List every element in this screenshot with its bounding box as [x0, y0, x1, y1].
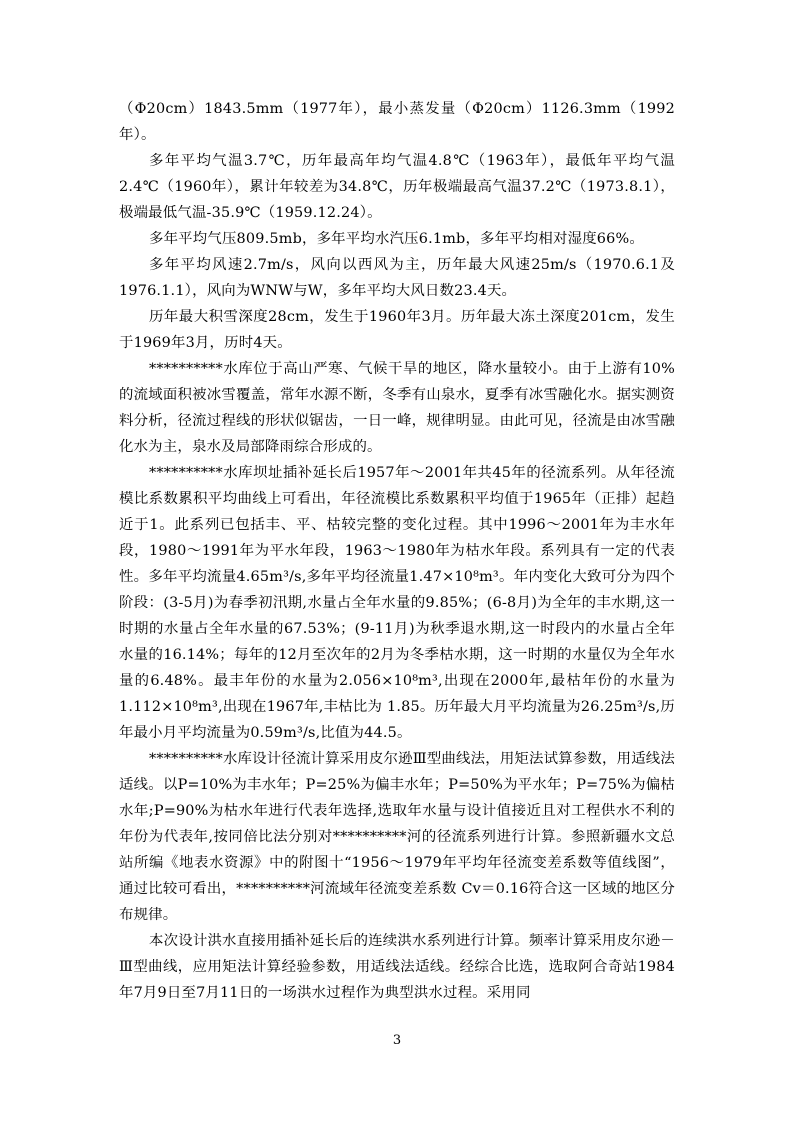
paragraph-snow-frost: 历年最大积雪深度28cm，发生于1960年3月。历年最大冻土深度201cm，发生于1969年3月，历时4天。 — [119, 309, 675, 351]
paragraph-wind: 多年平均风速2.7m/s，风向以西风为主，历年最大风速25m/s（1970.6.1及1976.1.1），风向为WNW与W，多年平均大风日数23.4天。 — [119, 257, 675, 299]
paragraph-runoff-series: **********水库坝址插补延长后1957年～2001年共45年的径流系列。从年径流模比系数累积平均曲线上可看出，年径流模比系数累积平均值于1965年（正排）起趋近于1。此系列已包括丰、平、枯较完整的变化过程。其中1996～2001年为丰水年段，1980～1991年为平水年段，1963～1980年为枯水年段。系列具有一定的代表性。多年平均流量4.65m³/s,多年平均径流量1.47×10⁸m³。年内变化大致可分为四个阶段：(3-5月)为春季初汛期,水量占全年水量的9.85%；(6-8月)为全年的丰水期,这一时期的水量占全年水量的67.53%；(9-11月)为秋季退水期,这一时段内的水量占全年水量的16.14%；每年的12月至次年的2月为冬季枯水期，这一时期的水量仅为全年水量的6.48%。最丰年份的水量为2.056×10⁸m³,出现在2000年,最枯年份的水量为1.112×10⁸m³,出现在1967年,丰枯比为 1.85。历年最大月平均流量为26.25m³/s,历年最小月平均流量为0.59m³/s,比值为44.5。 — [119, 465, 675, 741]
paragraph-air-pressure: 多年平均气压809.5mb，多年平均水汽压6.1mb，多年平均相对湿度66%。 — [149, 231, 644, 247]
paragraph-temperature: 多年平均气温3.7℃，历年最高年均气温4.8℃（1963年），最低年平均气温2.4℃（1960年），累计年较差为34.8℃，历年极端最高气温37.2℃（1973.8.1），极端最低气温-35.9℃（1959.12.24）。 — [119, 153, 675, 221]
paragraph-evaporation-continued: （Φ20cm）1843.5mm（1977年），最小蒸发量（Φ20cm）1126.3mm（1992年）。 — [119, 101, 675, 143]
paragraph-design-flood: 本次设计洪水直接用插补延长后的连续洪水系列进行计算。频率计算采用皮尔逊－Ⅲ型曲线，应用矩法计算经验参数，用适线法适线。经综合比选，选取阿合奇站1984年7月9日至7月11日的一场洪水过程作为典型洪水过程。采用同 — [119, 933, 675, 1001]
paragraph-design-runoff: **********水库设计径流计算采用皮尔逊Ⅲ型曲线法，用矩法试算参数，用适线法适线。以P=10%为丰水年；P=25%为偏丰水年；P=50%为平水年；P=75%为偏枯水年;P=90%为枯水年进行代表年选择,选取年水量与设计值接近且对工程供水不利的年份为代表年,按同倍比法分别对**********河的径流系列进行计算。参照新疆水文总站所编《地表水资源》中的附图十“1956～1979年平均年径流变差系数等值线图”，通过比较可看出，**********河流域年径流变差系数 Cv＝0.16符合这一区域的地区分布规律。 — [119, 751, 675, 923]
document-body — [119, 96, 675, 1006]
page-number: 3 — [392, 1033, 402, 1048]
paragraph-runoff-formation: **********水库位于高山严寒、气候干旱的地区，降水量较小。由于上游有10%的流域面积被冰雪覆盖，常年水源不断，冬季有山泉水，夏季有冰雪融化水。据实测资料分析，径流过程线的形状似锯齿，一日一峰，规律明显。由此可见，径流是由冰雪融化水为主，泉水及局部降雨综合形成的。 — [119, 361, 675, 455]
